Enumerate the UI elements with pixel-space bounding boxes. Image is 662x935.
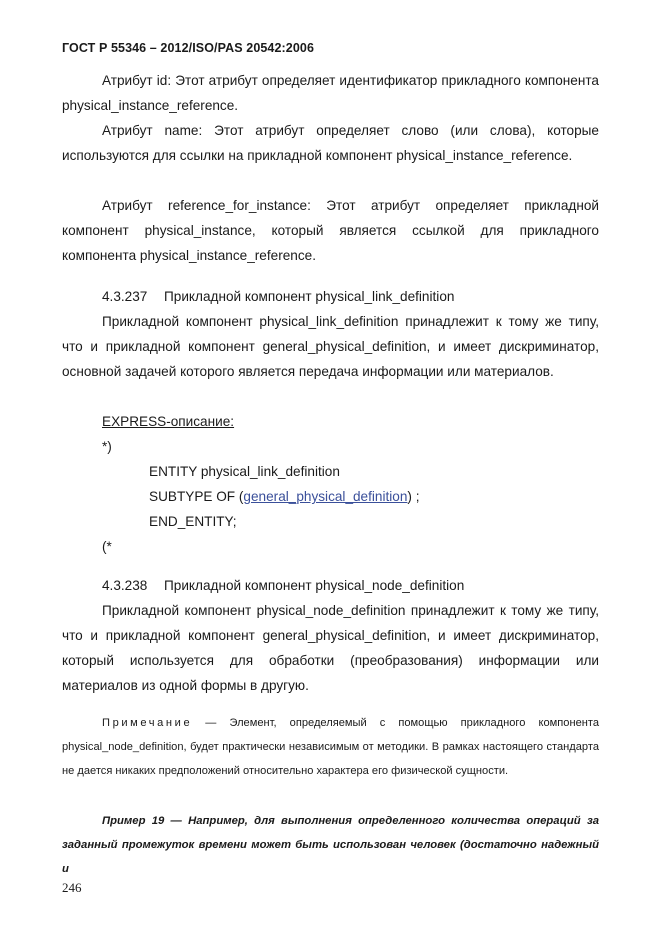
express-label: EXPRESS-описание: — [102, 414, 235, 429]
note-block — [62, 712, 599, 783]
note-label: Примечание — [102, 717, 193, 729]
example-block: Пример 19 — Например, для выполнения определенного количества операций за заданный промежуток времени может быть использован человек (достаточно надежный и — [62, 815, 599, 875]
document-header: ГОСТ Р 55346 – 2012/ISO/PAS 20542:2006 — [62, 41, 314, 55]
section-heading-237 — [102, 284, 454, 309]
section-title: Прикладной компонент physical_link_definition — [164, 289, 455, 304]
section-237-body: Прикладной компонент physical_link_definition принадлежит к тому же типу, что и прикладной компонент general_physical_definition, и имеет дискриминатор, основной задачей которого является передача информации или материалов. — [62, 314, 599, 379]
code-end-line: END_ENTITY; — [149, 514, 237, 529]
code-entity-line: ENTITY physical_link_definition — [149, 464, 340, 479]
paragraph-attribute-id: Атрибут id: Этот атрибут определяет идентификатор прикладного компонента physical_instance_reference. — [62, 73, 599, 113]
page-number: 246 — [62, 880, 82, 895]
section-heading-238 — [102, 573, 464, 598]
section-number: 4.3.237 — [102, 289, 148, 304]
section-title: Прикладной компонент physical_node_definition — [164, 578, 465, 593]
code-subtype-line — [149, 484, 420, 509]
code-close-marker: (* — [102, 539, 112, 554]
note-text: — Элемент, определяемый с помощью прикладного компонента physical_node_definition, будет практически независимым от методики. В рамках настоящего стандарта не дается никаких предположений относительно характера его физической сущности. — [62, 717, 599, 777]
paragraph-attribute-name: Атрибут name: Этот атрибут определяет слово (или слова), которые используются для ссылки на прикладной компонент physical_instance_reference. — [62, 123, 599, 163]
code-subtype-suffix: ) ; — [407, 489, 420, 504]
section-number: 4.3.238 — [102, 578, 148, 593]
general-physical-definition-link[interactable]: general_physical_definition — [243, 489, 408, 504]
paragraph-attribute-reference: Атрибут reference_for_instance: Этот атрибут определяет прикладной компонент physical_instance, который является ссылкой для прикладного компонента physical_instance_reference. — [62, 198, 599, 263]
code-subtype-prefix: SUBTYPE OF ( — [149, 489, 244, 504]
section-238-body: Прикладной компонент physical_node_definition принадлежит к тому же типу, что и прикладной компонент general_physical_definition, и имеет дискриминатор, который используется для обработки (преобразования) информации или материалов из одной формы в другую. — [62, 603, 599, 693]
code-open-marker: *) — [102, 439, 112, 454]
